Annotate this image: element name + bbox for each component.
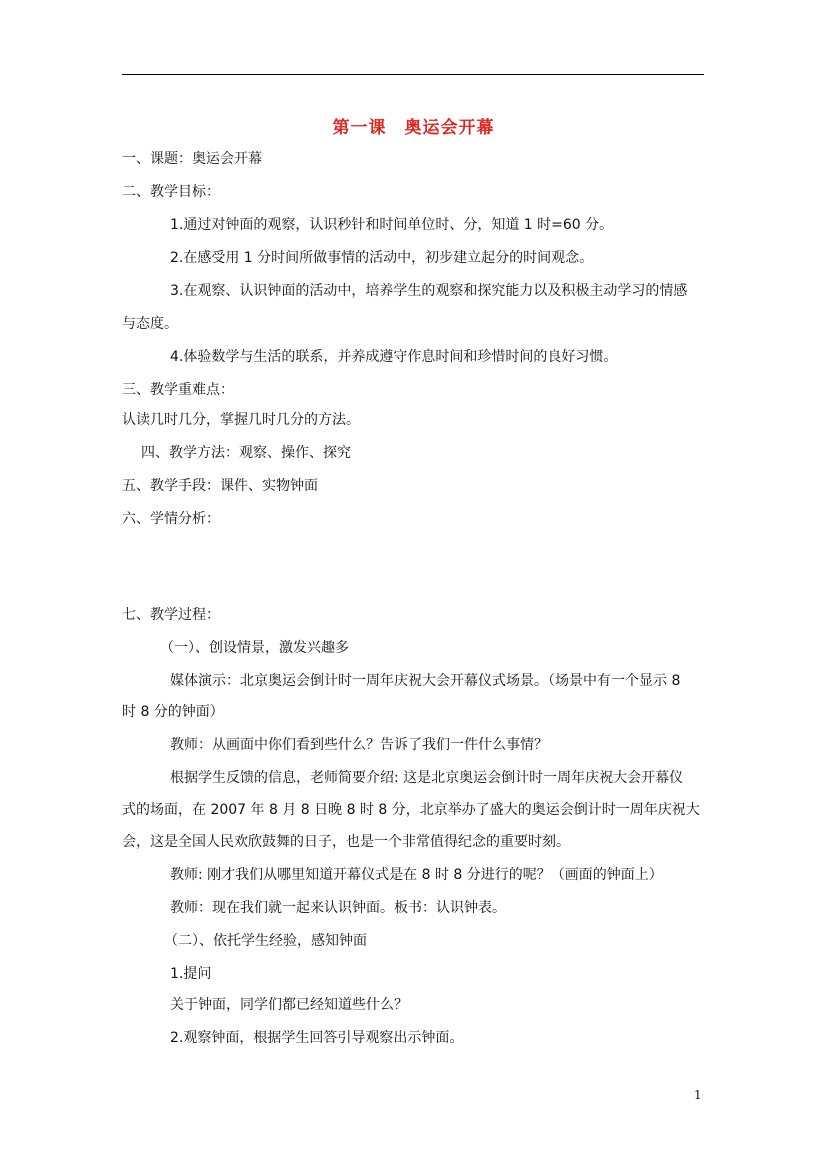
teacher-question-2: 教师: 刚才我们从哪里知道开幕仪式是在 8 时 8 分进行的呢？（画面的钟面上） xyxy=(170,867,663,883)
header-rule xyxy=(122,74,704,75)
teacher-statement: 教师：现在我们就一起来认识钟面。板书：认识钟表。 xyxy=(170,900,506,916)
step-1-question-text: 关于钟面，同学们都已经知道些什么？ xyxy=(170,997,408,1013)
lesson-name: 奥运会开幕 xyxy=(404,118,495,138)
step-1-question: 1.提问 xyxy=(170,966,212,982)
media-demo-line-2: 时 8 分的钟面） xyxy=(122,704,224,720)
section-heading-key-points: 三、教学重难点： xyxy=(122,382,234,398)
lesson-number: 第一课 xyxy=(332,118,387,138)
lesson-title xyxy=(0,113,827,138)
process-part-1-heading: （一）、创设情景，激发兴趣多 xyxy=(160,640,349,656)
section-heading-objectives: 二、教学目标： xyxy=(122,184,220,200)
teacher-intro-line-2: 式的场面，在 2007 年 8 月 8 日晚 8 时 8 分，北京举办了盛大的奥运会倒计时一周年庆祝大 xyxy=(122,802,700,818)
teacher-question-1: 教师：从画面中你们看到些什么？告诉了我们一件什么事情？ xyxy=(170,737,548,753)
topic-line: 一、课题：奥运会开幕 xyxy=(122,151,262,167)
teacher-intro-line-1: 根据学生反馈的信息，老师简要介绍: 这是北京奥运会倒计时一周年庆祝大会开幕仪 xyxy=(170,770,684,786)
objective-1: 1.通过对钟面的观察，认识秒针和时间单位时、分，知道 1 时=60 分。 xyxy=(170,217,614,233)
teacher-intro-line-3: 会，这是全国人民欢欣鼓舞的日子，也是一个非常值得纪念的重要时刻。 xyxy=(122,834,570,850)
process-part-2-heading: （二）、依托学生经验，感知钟面 xyxy=(164,933,367,949)
step-2-observe: 2.观察钟面，根据学生回答引导观察出示钟面。 xyxy=(170,1030,464,1046)
objective-3: 3.在观察、认识钟面的活动中，培养学生的观察和探究能力以及积极主动学习的情感 xyxy=(170,283,688,299)
objective-4: 4.体验数学与生活的联系，并养成遵守作息时间和珍惜时间的良好习惯。 xyxy=(170,349,618,365)
section-heading-student-analysis: 六、学情分析： xyxy=(122,511,220,527)
media-demo-line-1: 媒体演示：北京奥运会倒计时一周年庆祝大会开幕仪式场景。（场景中有一个显示 8 xyxy=(170,673,681,689)
objective-3-continued: 与态度。 xyxy=(122,316,178,332)
key-points-text: 认读几时几分，掌握几时几分的方法。 xyxy=(122,412,360,428)
section-teaching-means: 五、教学手段：课件、实物钟面 xyxy=(122,478,318,494)
section-heading-process: 七、教学过程： xyxy=(122,607,220,623)
section-teaching-methods: 四、教学方法：观察、操作、探究 xyxy=(141,445,351,461)
page-number: 1 xyxy=(694,1088,702,1102)
objective-2: 2.在感受用 1 分时间所做事情的活动中，初步建立起分的时间观念。 xyxy=(170,250,594,266)
